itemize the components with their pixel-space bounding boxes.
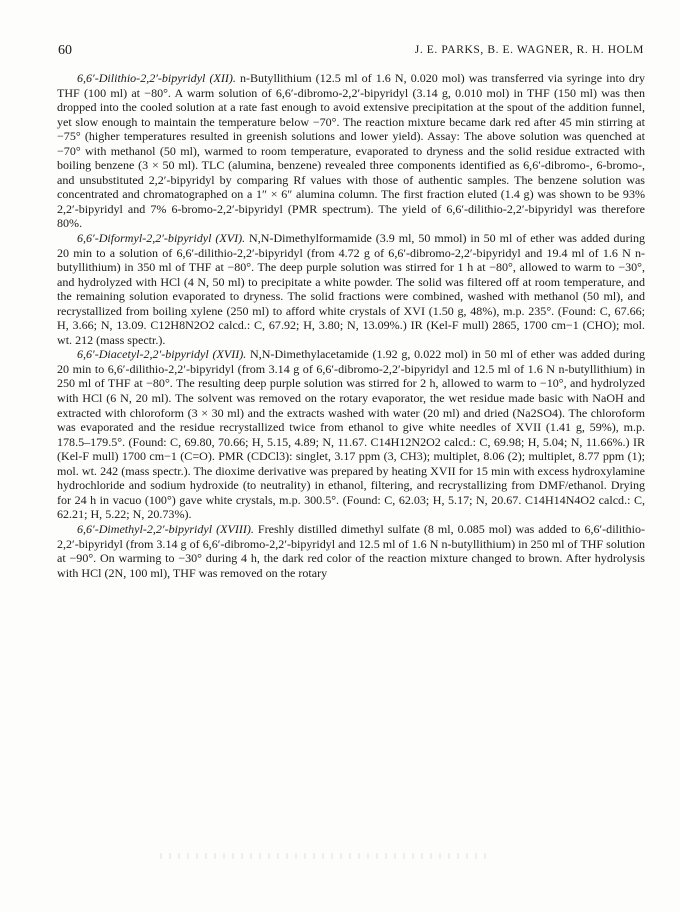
compound-heading: 6,6′-Diformyl-2,2′-bipyridyl (XVI). — [77, 231, 246, 246]
running-head-authors: J. E. PARKS, B. E. WAGNER, R. H. HOLM — [414, 44, 644, 56]
page-header — [58, 43, 644, 61]
paragraph-diacetyl-bipyridyl — [57, 347, 645, 522]
paragraph-diformyl-bipyridyl — [57, 231, 645, 347]
paragraph-body: N,N-Dimethylacetamide (1.92 g, 0.022 mol) in 50 ml of ether was added during 20 min to 6,6′-dilithio-2,2′-bipyridyl (from 3.14 g of 6,6′-dibromo-2,2′-bipyridyl and 12.5 ml of 1.6 N n-butyllithium) in 250 ml of THF at −80°. The resulting deep purple solution was stirred for 2 h, allowed to warm to −10°, and hydrolyzed with HCl (6 N, 20 ml). The solvent was removed on the rotary evaporator, the wet residue made basic with NaOH and extracted with chloroform (3 × 30 ml) and the extracts washed with water (20 ml) and dried (Na2SO4). The chloroform was evaporated and the residue recrystallized twice from ethanol to give white needles of XVII (1.41 g, 59%), m.p. 178.5–179.5°. (Found: C, 69.80, 70.66; H, 5.15, 4.89; N, 11.67. C14H12N2O2 calcd.: C, 69.98; H, 5.04; N, 11.66%.) IR (Kel-F mull) 1700 cm−1 (C=O). PMR (CDCl3): singlet, 3.17 ppm (3, CH3); multiplet, 8.06 (2); multiplet, 8.77 ppm (1); mol. wt. 242 (mass spectr.). The dioxime derivative was prepared by heating XVII for 15 min with excess hydroxylamine hydrochloride and sodium hydroxide (to neutrality) in ethanol, filtering, and recrystallizing from DMF/ethanol. Drying for 24 h in vacuo (100°) gave white crystals, m.p. 300.5°. (Found: C, 62.03; H, 5.17; N, 20.67. C14H14N4O2 calcd.: C, 62.21; H, 5.22; N, 20.73%). — [57, 347, 646, 522]
paragraph-dimethyl-bipyridyl — [57, 522, 645, 580]
paragraph-dilithio-bipyridyl — [57, 71, 645, 231]
experimental-text — [57, 71, 645, 580]
compound-heading: 6,6′-Dilithio-2,2′-bipyridyl (XII). — [77, 71, 236, 85]
compound-heading: 6,6′-Dimethyl-2,2′-bipyridyl (XVIII). — [77, 521, 254, 536]
page-number: 60 — [58, 43, 72, 58]
paragraph-body: Freshly distilled dimethyl sulfate (8 ml, 0.085 mol) was added to 6,6′-dilithio-2,2′-bipyridyl (from 3.14 g of 6,6′-dibromo-2,2′-bipyridyl and 12.5 ml of 1.6 N n-butyllithium) in 250 ml of THF solution at −90°. On warming to −30° during 4 h, the dark red color of the reaction mixture changed to brown. After hydrolysis with HCl (2N, 100 ml), THF was removed on the rotary — [57, 521, 646, 580]
scan-noise-strip — [160, 853, 490, 859]
compound-heading: 6,6′-Diacetyl-2,2′-bipyridyl (XVII). — [77, 347, 247, 362]
paragraph-body: n-Butyllithium (12.5 ml of 1.6 N, 0.020 mol) was transferred via syringe into dry THF (100 ml) at −80°. A warm solution of 6,6′-dibromo-2,2′-bipyridyl (3.14 g, 0.010 mol) in THF (150 ml) was then dropped into the cooled solution at a rate fast enough to avoid extensive precipitation at the spout of the addition funnel, yet slow enough to maintain the temperature below −70°. The reaction mixture became dark red after 45 min stirring at −75° (higher temperatures resulted in greenish solutions and lower yield). Assay: The above solution was quenched at −70° with methanol (50 ml), warmed to room temperature, evaporated to dryness and the solid residue extracted with boiling benzene (3 × 50 ml). TLC (alumina, benzene) revealed three components identified as 6,6′-dibromo-, 6-bromo-, and unsubstituted 2,2′-bipyridyl by comparing Rf values with those of authentic samples. The benzene solution was concentrated and chromatographed on a 1″ × 6″ alumina column. The first fraction eluted (1.4 g) was shown to be 93% 2,2′-bipyridyl and 7% 6-bromo-2,2′-bipyridyl (PMR spectrum). The yield of 6,6′-dilithio-2,2′-bipyridyl was therefore 80%. — [57, 71, 645, 231]
paragraph-body: N,N-Dimethylformamide (3.9 ml, 50 mmol) in 50 ml of ether was added during 20 min to a solution of 6,6′-dilithio-2,2′-bipyridyl (from 4.72 g of 6,6′-dibromo-2,2′-bipyridyl and 19.4 ml of 1.6 N n-butyllithium) in 350 ml of THF at −80°. The deep purple solution was stirred for 1 h at −80°, allowed to warm to −30°, and hydrolyzed with HCl (4 N, 50 ml) to precipitate a white powder. The solid was filtered off at room temperature, and the remaining solution evaporated to dryness. The solid fractions were combined, washed with methanol (50 ml), and recrystallized from boiling xylene (250 ml) to afford white crystals of XVI (1.50 g, 48%), m.p. 235°. (Found: C, 67.66; H, 3.66; N, 13.09. C12H8N2O2 calcd.: C, 67.92; H, 3.80; N, 13.09%.) IR (Kel-F mull) 2865, 1700 cm−1 (CHO); mol. wt. 212 (mass spectr.). — [57, 231, 645, 347]
